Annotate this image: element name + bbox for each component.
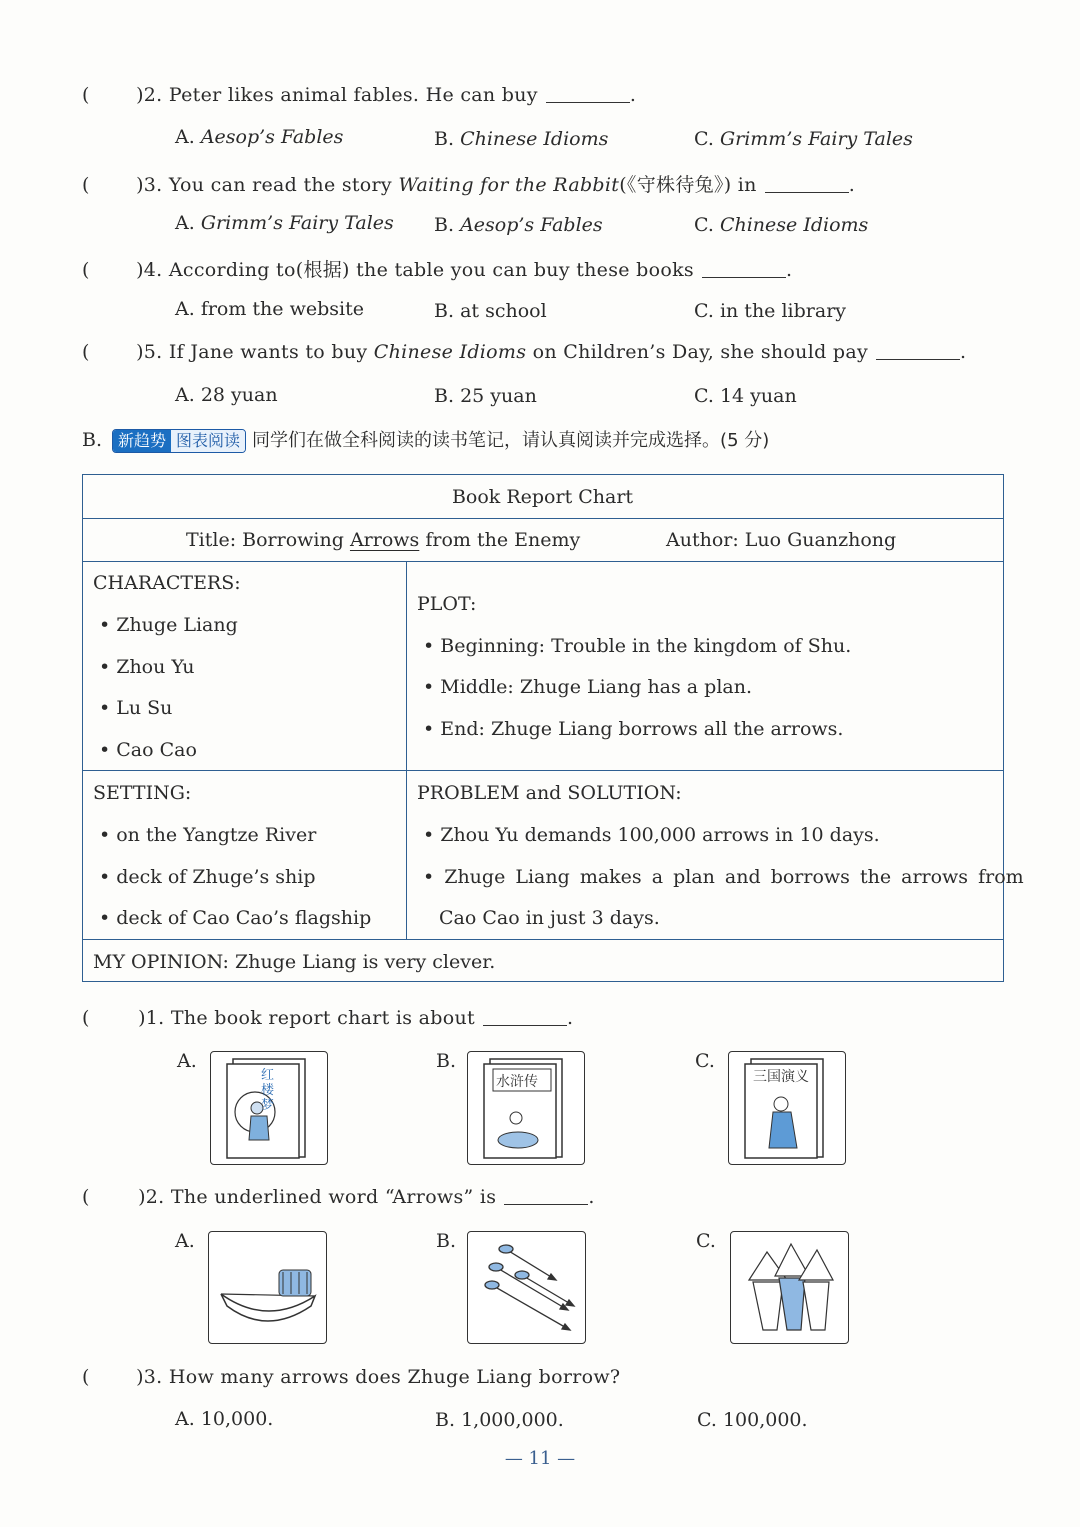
answer-blank[interactable]	[483, 1024, 567, 1026]
character-item: • Cao Cao	[99, 739, 197, 761]
option-a[interactable]: A. Aesop’s Fables	[175, 126, 344, 148]
answer-paren[interactable]: (	[82, 1366, 90, 1388]
option-a-boat-image[interactable]	[208, 1231, 327, 1344]
option-c[interactable]: C. 14 yuan	[694, 385, 797, 407]
answer-blank[interactable]	[702, 276, 786, 278]
problem-item: • Zhuge Liang makes a plan and borrows the arrows from	[423, 866, 1024, 888]
question-text: The book report chart is about	[170, 1007, 475, 1029]
option-a[interactable]: A. 10,000.	[175, 1408, 274, 1430]
option-b-label: B.	[436, 1230, 457, 1252]
setting-item: • deck of Cao Cao’s flagship	[99, 907, 372, 929]
question-number: )3.	[136, 174, 163, 196]
option-b[interactable]: B. 1,000,000.	[435, 1409, 564, 1431]
problem-heading: PROBLEM and SOLUTION:	[417, 782, 682, 804]
option-b[interactable]: B. Aesop’s Fables	[434, 214, 603, 236]
character-item: • Lu Su	[99, 697, 173, 719]
plot-item: • End: Zhuge Liang borrows all the arrows.	[423, 718, 844, 740]
option-a[interactable]: A. from the website	[175, 298, 364, 320]
option-a-book-title: 红楼梦	[261, 1068, 275, 1113]
chart-book-title: Title: Borrowing Arrows from the Enemy	[186, 529, 581, 551]
character-item: • Zhou Yu	[99, 656, 195, 678]
option-a-label: A.	[177, 1050, 197, 1072]
setting-item: • on the Yangtze River	[99, 824, 317, 846]
option-c[interactable]: C. Grimm’s Fairy Tales	[694, 128, 913, 150]
question-a2: ( )2. Peter likes animal fables. He can buy .	[82, 84, 637, 106]
option-b-book-image[interactable]	[467, 1051, 585, 1165]
book-report-chart	[82, 474, 1024, 982]
question-a3: ( )3. You can read the story Waiting for the Rabbit(《守株待兔》) in .	[82, 174, 856, 196]
option-b-label: B.	[436, 1050, 457, 1072]
plot-item: • Middle: Zhuge Liang has a plan.	[423, 676, 753, 698]
question-number: )3.	[136, 1366, 163, 1388]
question-number: )1.	[138, 1007, 165, 1029]
plot-item: • Beginning: Trouble in the kingdom of Shu.	[423, 635, 852, 657]
question-text: Peter likes animal fables. He can buy	[168, 84, 538, 106]
underlined-word-arrows: Arrows	[349, 529, 420, 551]
question-a5: ( )5. If Jane wants to buy Chinese Idioms on Children’s Day, she should pay .	[82, 341, 967, 363]
option-c-book-title: 三国演义	[753, 1069, 809, 1085]
question-b1: ( )1. The book report chart is about .	[82, 1007, 574, 1029]
page-number: — 11 —	[504, 1448, 576, 1469]
question-text: The underlined word “Arrows” is	[170, 1186, 497, 1208]
chart-title: Book Report Chart	[451, 486, 634, 508]
straw-bundles-icon	[731, 1232, 848, 1343]
part-b-heading	[82, 426, 769, 453]
trend-tag: 新趋势 图表阅读	[112, 429, 246, 453]
question-number: )2.	[136, 84, 163, 106]
answer-blank[interactable]	[765, 191, 849, 193]
question-b3	[82, 1366, 620, 1388]
question-text: According to(根据) the table you can buy these books	[168, 259, 694, 281]
my-opinion: MY OPINION: Zhuge Liang is very clever.	[93, 951, 496, 973]
option-c-straw-bundles-image[interactable]	[730, 1231, 849, 1344]
setting-item: • deck of Zhuge’s ship	[99, 866, 316, 888]
option-a-book-image[interactable]	[210, 1051, 328, 1165]
part-b-label: B.	[82, 429, 103, 451]
option-a[interactable]: A. 28 yuan	[175, 384, 278, 406]
option-b[interactable]: B. 25 yuan	[434, 385, 537, 407]
problem-item: • Zhou Yu demands 100,000 arrows in 10 days.	[423, 824, 880, 846]
answer-paren[interactable]: (	[82, 341, 90, 363]
answer-blank[interactable]	[546, 101, 630, 103]
option-b[interactable]: B. at school	[434, 300, 547, 322]
character-item: • Zhuge Liang	[99, 614, 238, 636]
option-c-book-image[interactable]	[728, 1051, 846, 1165]
answer-paren[interactable]: (	[82, 84, 90, 106]
boat-icon	[209, 1232, 326, 1343]
question-number: )4.	[136, 259, 163, 281]
option-b[interactable]: B. Chinese Idioms	[434, 128, 609, 150]
arrows-icon	[468, 1232, 585, 1343]
option-c[interactable]: C. 100,000.	[697, 1409, 808, 1431]
option-b-arrows-image[interactable]	[467, 1231, 586, 1344]
book-cover-icon	[468, 1052, 584, 1164]
option-c-label: C.	[695, 1050, 715, 1072]
answer-paren[interactable]: (	[82, 1186, 90, 1208]
option-a[interactable]: A. Grimm’s Fairy Tales	[175, 212, 394, 234]
part-b-instruction: 同学们在做全科阅读的读书笔记，请认真阅读并完成选择。(5 分)	[252, 430, 770, 451]
option-c-label: C.	[696, 1230, 716, 1252]
answer-paren[interactable]: (	[82, 1007, 90, 1029]
question-a4: ( )4. According to(根据) the table you can buy these books .	[82, 259, 793, 281]
option-a-label: A.	[175, 1230, 195, 1252]
chart-author: Author: Luo Guanzhong	[666, 529, 897, 551]
characters-heading: CHARACTERS:	[93, 572, 241, 594]
answer-paren[interactable]: (	[82, 174, 90, 196]
question-b2: ( )2. The underlined word “Arrows” is .	[82, 1186, 595, 1208]
answer-paren[interactable]: (	[82, 259, 90, 281]
answer-blank[interactable]	[876, 358, 960, 360]
option-c[interactable]: C. in the library	[694, 300, 847, 322]
option-c[interactable]: C. Chinese Idioms	[694, 214, 869, 236]
option-b-book-title: 水浒传	[496, 1074, 538, 1090]
answer-blank[interactable]	[504, 1203, 588, 1205]
question-number: )5.	[136, 341, 163, 363]
setting-heading: SETTING:	[93, 782, 192, 804]
plot-heading: PLOT:	[417, 593, 477, 615]
question-number: )2.	[138, 1186, 165, 1208]
problem-item-cont: Cao Cao in just 3 days.	[439, 907, 660, 929]
question-text: How many arrows does Zhuge Liang borrow?	[168, 1366, 621, 1388]
